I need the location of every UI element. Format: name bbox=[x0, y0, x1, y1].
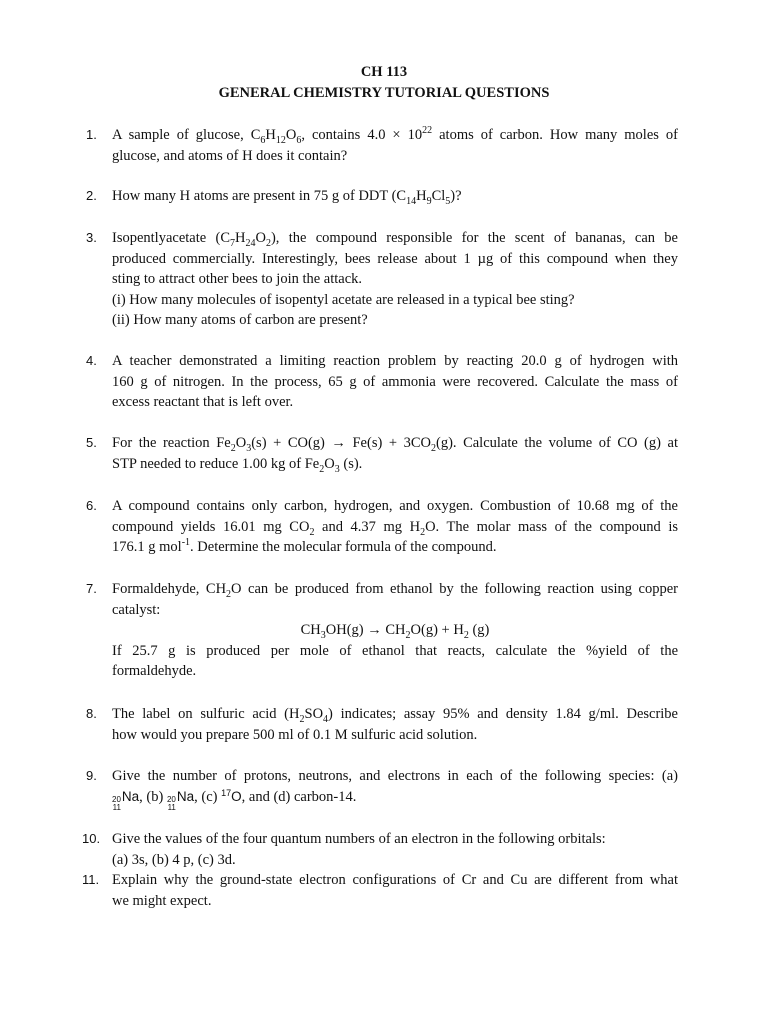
course-code: CH 113 bbox=[360, 64, 408, 80]
question-text-line: Formaldehyde, $CH_2O$ can be produced from ethanol by the following reaction using copper bbox=[112, 581, 678, 600]
question-number: 8. bbox=[86, 706, 97, 721]
question-text-line: catalyst: bbox=[112, 601, 161, 618]
question-number: 11. bbox=[82, 872, 100, 887]
question-6 bbox=[86, 496, 678, 558]
question-number: 5. bbox=[86, 435, 97, 450]
question-subpart: (i) How many molecules of isopentyl acetate are released in a typical bee sting? bbox=[112, 291, 575, 308]
nuclide-notation: 20 11 Na bbox=[112, 788, 140, 812]
question-7 bbox=[86, 579, 678, 682]
question-number: 10. bbox=[82, 831, 101, 846]
question-number: 1. bbox=[86, 127, 97, 142]
question-text-line: produced commercially. Interestingly, bees release about 1 µg of this compound when they bbox=[112, 250, 678, 267]
question-text-line: 160 g of nitrogen. In the process, 65 g of ammonia were recovered. Calculate the mass of bbox=[112, 373, 678, 390]
question-number: 2. bbox=[86, 188, 97, 203]
question-text-line: Give the values of the four quantum numbers of an electron in the following orbitals: bbox=[112, 831, 606, 847]
question-text-line: (a) 3s, (b) 4 p, (c) 3d. bbox=[112, 851, 236, 868]
question-4 bbox=[86, 351, 678, 413]
question-number: 4. bbox=[86, 353, 97, 368]
question-number: 7. bbox=[86, 581, 97, 596]
question-subpart: (ii) How many atoms of carbon are present? bbox=[112, 312, 368, 329]
question-text-line: formaldehyde. bbox=[112, 663, 197, 680]
question-text-line: A compound contains only carbon, hydrogen, and oxygen. Combustion of 10.68 mg of the bbox=[112, 498, 678, 514]
question-text-line: A teacher demonstrated a limiting reaction problem by reacting 20.0 g of hydrogen with bbox=[112, 353, 678, 369]
question-5 bbox=[86, 433, 678, 475]
question-text-line: How many H atoms are present in 75 g of DDT $(C_{14}H_9Cl_5)$? bbox=[112, 188, 462, 207]
question-text-line: we might expect. bbox=[112, 892, 212, 909]
question-text-line: A sample of glucose, $C_6H_{12}O_6$, contains $4.0 \times 10^{22}$ atoms of carbon. How many moles of bbox=[112, 125, 678, 146]
question-text-line: compound yields 16.01 mg $CO_2$ and 4.37 mg $H_2O$. The molar mass of the compound is bbox=[112, 518, 678, 538]
question-9 bbox=[86, 766, 678, 812]
question-text-line: The label on sulfuric acid $(H_2SO_4)$ indicates; assay 95% and density 1.84 g/ml. Describe bbox=[112, 706, 678, 725]
question-text-line: For the reaction $Fe_2O_3(s) + CO(g) \to Fe(s) + 3CO_2(g)$. Calculate the volume of CO (g) at bbox=[112, 435, 678, 454]
question-text-line: how would you prepare 500 ml of 0.1 M sulfuric acid solution. bbox=[112, 726, 478, 743]
question-8 bbox=[86, 704, 678, 745]
question-text-line: sting to attract other bees to join the attack. bbox=[112, 271, 363, 288]
question-text-line: Explain why the ground-state electron configurations of Cr and Cu are different from what bbox=[112, 872, 678, 888]
question-number: 6. bbox=[86, 498, 97, 513]
question-text-line: 20 11 Na, (b) 20 11 Na, (c) $^{17}$O, and (d) carbon-14. bbox=[112, 787, 357, 812]
question-10 bbox=[82, 829, 678, 870]
question-number: 3. bbox=[86, 230, 97, 245]
question-11 bbox=[82, 870, 678, 911]
reaction-equation: $CH_3OH(g) \to CH_2O(g) + H_2$ (g) bbox=[300, 622, 490, 642]
question-1 bbox=[86, 125, 678, 166]
question-text-line: If 25.7 g is produced per mole of ethanol that reacts, calculate the %yield of the bbox=[112, 642, 678, 659]
nuclide-notation: 20 11 Na bbox=[166, 788, 195, 812]
question-text-line: Isopentlyacetate $(C_7H_{24}O_2)$, the compound responsible for the scent of bananas, can be bbox=[112, 230, 678, 249]
question-2 bbox=[86, 186, 678, 207]
question-text-line: Give the number of protons, neutrons, and electrons in each of the following species: (a) bbox=[112, 768, 678, 784]
question-3 bbox=[86, 228, 678, 331]
document-title: GENERAL CHEMISTRY TUTORIAL QUESTIONS bbox=[218, 85, 550, 101]
question-text-line: 176.1 g mol$^{-1}$. Determine the molecular formula of the compound. bbox=[112, 537, 497, 556]
question-number: 9. bbox=[86, 768, 97, 783]
question-text-line: STP needed to reduce 1.00 kg of $Fe_2O_3$ (s). bbox=[112, 455, 363, 475]
question-text-line: glucose, and atoms of H does it contain? bbox=[112, 147, 348, 164]
question-text-line: excess reactant that is left over. bbox=[112, 394, 294, 411]
